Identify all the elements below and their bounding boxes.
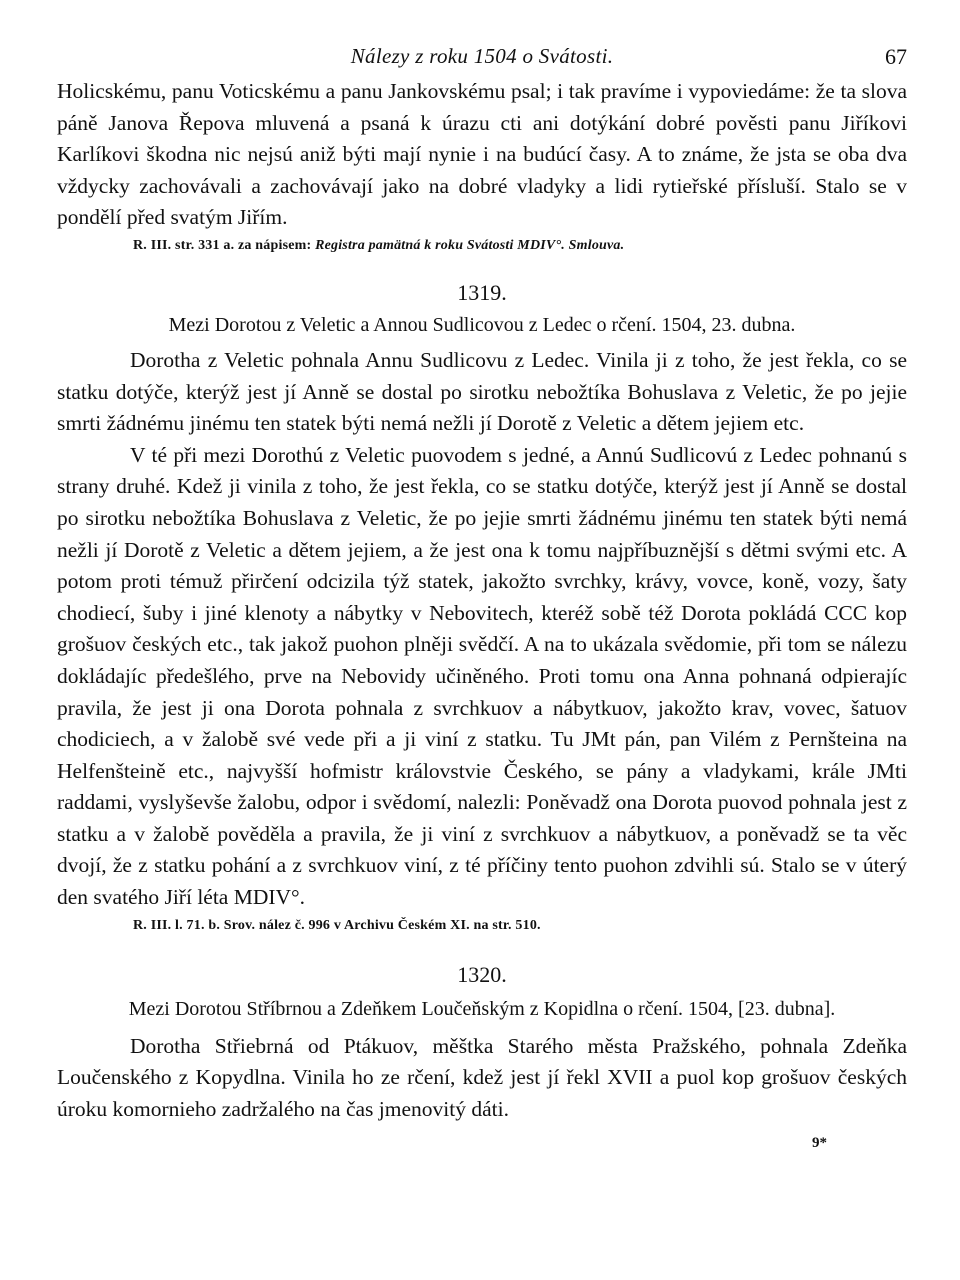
intro-paragraph: Holicskému, panu Voticskému a panu Jankovskému psal; i tak pravíme i vypoviedáme: že ta slova páně Janova Řepova mluvená a psaná k úrazu cti ani dotýkání dobré pověsti panu Jiříkovi Karlíkovi škodna nic nejsú aniž býti mají nynie i na budúcí časy. A to známe, že jsta se oba dva vždycky zachovávali a zachovávají jako na dobré vladyky a lidi rytieřské přísluší. Stalo se v pondělí před svatým Jiřím. (57, 79, 907, 230)
signature-mark: 9* (812, 1135, 827, 1152)
entry-paragraph: Dorotha z Veletic pohnala Annu Sudlicovu z Ledec. Vinila ji z toho, že jest řekla, co se statku dotýče, kterýž jest jí Anně se dostal po sirotku nebožtíka Bohuslava z Veletic, že po jejie smrti žádnému jinému ten statek býti nemá nežli jí Dorotě z Veletic a dětem jejiem etc. (57, 347, 907, 436)
entry-caption: Mezi Dorotou Stříbrnou a Zdeňkem Loučeňským z Kopidlna o rčení. 1504, [23. dubna]. (128, 997, 836, 1020)
entry-paragraph: V té při mezi Dorothú z Veletic puovodem s jedné, a Annú Sudlicovú z Ledec pohnanú s strany druhé. Kdež ji vinila z toho, že jest řekla, co se statku dotýče, kterýž jest jí Anně se dostal po sirotku nebožtíka Bohuslava z Veletic, že po jejie smrti žádnému jinému ten statek býti nemá nežli jí Dorotě z Veletic a dětem jejiem, a že jest ona k tomu najpříbuznější s dětmi svými etc. A potom proti témuž přirčení odcizila týž statek, jakožto svrchky, krávy, vovce, koně, vozy, šaty chodiecí, šuby i jiné klenoty a nábytky v Nebovitech, kteréž sobě též Dorota pokládá CCC kop grošuov českých etc., tak jakož puohon plněji svědčí. A na to ukázala svědomie, při tom se nálezu dokládajíc předešlého, prve na Nebovidy učiněného. Proti tomu ona Anna pohnaná odpierajíc pravila, že jest ji ona Dorota pohnala z svrchkuov a nábytkuov, jakožto krav, vovec, šatuov chodiciech, a v žalobě své vede při a ji viní z statku. Tu JMt pán, pan Vilém z Pernšteina na Helfenšteině etc., najvyšší hofmistr královstvie Českého, se pány a vladykami, krále JMti raddami, vyslyševše žalobu, odpor i svědomí, nalezli: Poněvadž ona Dorota puovod pohnala jest z statku a v žalobě pověděla a pravila, že ji viní z svrchkuov a nábytkuov, a poněvadž se ta věc dvojí, že z statku pohání a z svrchkuov viní, z té příčiny tento puohon zdvihli sú. Stalo se v úterý den svatého Jiří léta MDIV°. (57, 442, 907, 910)
intro-source-prefix: R. III. str. 331 a. za nápisem: (133, 237, 312, 253)
entry-caption: Mezi Dorotou z Veletic a Annou Sudlicovou z Ledec o rčení. 1504, 23. dubna. (168, 313, 796, 336)
page-number: 67 (885, 44, 907, 69)
entry-paragraph: Dorotha Střiebrná od Ptákuov, měštka Starého města Pražského, pohnala Zdeňka Loučenského z Kopydlna. Vinila ho ze rčení, kdež jest jí řekl XVII a puol kop grošuov českých úroku komornieho zadržalého na čas jmenovitý dáti. (57, 1033, 907, 1121)
running-title: Nálezy z roku 1504 o Svátosti. (350, 44, 614, 68)
intro-source-italic: Registra pamätná k roku Svátosti MDIV°. Smlouva. (315, 237, 625, 253)
document-page (57, 36, 907, 1152)
running-header (57, 36, 907, 76)
intro-source-note (133, 238, 907, 254)
entry-number: 1320. (457, 961, 507, 987)
entry-source-note: R. III. l. 71. b. Srov. nález č. 996 v Archivu Českém XI. na str. 510. (133, 917, 541, 933)
entry-number: 1319. (457, 279, 507, 305)
